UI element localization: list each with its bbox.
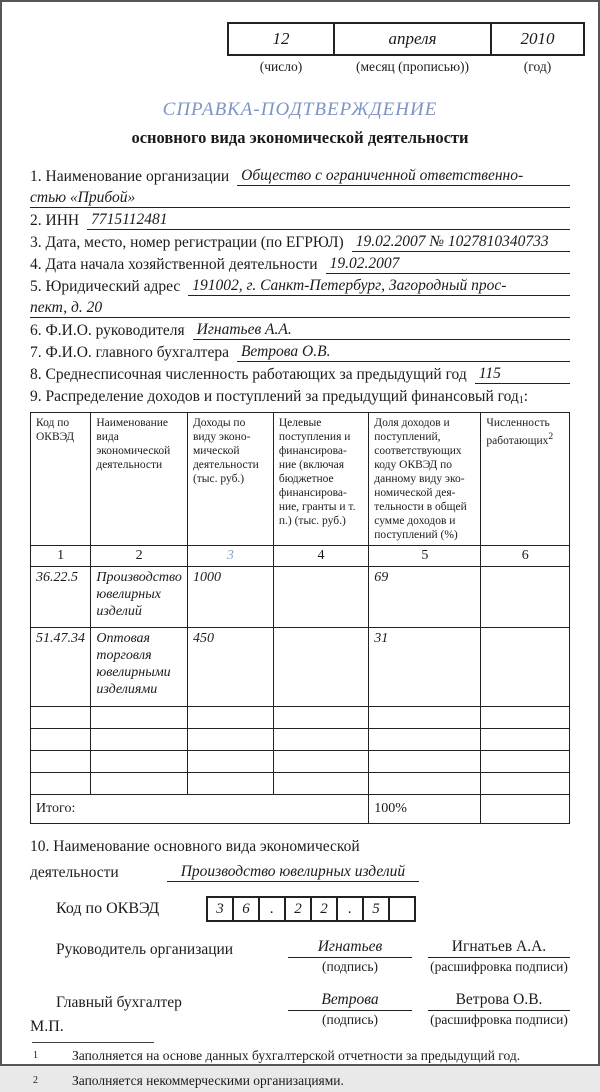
field-average-headcount [30, 362, 570, 384]
field-label: 4. Дата начала хозяйственной деятельности [30, 256, 318, 274]
footnote-text: Заполняется некоммерческими организациями. [72, 1072, 570, 1092]
field-label: 2. ИНН [30, 212, 79, 230]
column-number-highlighted: 3 [187, 546, 273, 567]
footnote-reference-1: 1 [519, 395, 524, 406]
cell-target [273, 628, 368, 707]
field-income-distribution-heading [30, 384, 570, 406]
table-header-row [31, 413, 570, 546]
date-month-caption: (месяц (прописью)) [335, 59, 490, 75]
footnote-text: Заполняется на основе данных бухгалтерской отчетности за предыдущий год. [72, 1047, 570, 1068]
okved-dot-cell: . [258, 896, 286, 922]
field-label: 5. Юридический адрес [30, 278, 180, 296]
date-day-box [227, 22, 335, 56]
signature-row-director [56, 938, 570, 975]
cell-activity: Производство ювелирных изделий [91, 567, 188, 628]
field-value: Игнатьев А.А. [193, 321, 570, 340]
column-number: 1 [31, 546, 91, 567]
okved-digit-cell: 3 [206, 896, 234, 922]
table-empty-row [31, 707, 570, 729]
total-workers [481, 795, 570, 824]
field-organization-name [30, 164, 570, 186]
field-label: 9. Распределение доходов и поступлений за предыдущий финансовый год [30, 388, 519, 406]
footnote-2 [30, 1072, 570, 1092]
stamp-placeholder: М.П. [30, 1018, 64, 1036]
cell-code: 51.47.34 [31, 628, 91, 707]
column-number: 2 [91, 546, 188, 567]
okved-dot-cell: . [336, 896, 364, 922]
table-empty-row [31, 773, 570, 795]
header-target-financing: Целевые поступления и финансирова- ние (включая бюджетное финансирова- ние, гранты и т. п.) (тыс. руб.) [273, 413, 368, 546]
signature-handwritten: Ветрова [288, 991, 412, 1011]
signature-section [30, 938, 570, 1028]
signature-name-caption: (расшифровка подписи) [428, 1011, 570, 1028]
cell-target [273, 567, 368, 628]
field-label: 1. Наименование организации [30, 168, 229, 186]
footnote-mark: 2 [33, 1075, 38, 1086]
header-income: Доходы по виду эконо- мической деятельности (тыс. руб.) [187, 413, 273, 546]
column-number: 6 [481, 546, 570, 567]
field-label: 6. Ф.И.О. руководителя [30, 322, 185, 340]
okved-digit-cell: 2 [310, 896, 338, 922]
document-title [30, 99, 570, 148]
field-registration [30, 230, 570, 252]
title-subtitle: основного вида экономической деятельности [30, 128, 570, 148]
footnotes [30, 1042, 570, 1092]
total-share: 100% [369, 795, 481, 824]
field-label: 3. Дата, место, номер регистрации (по ЕГРЮЛ) [30, 234, 344, 252]
cell-workers [481, 567, 570, 628]
table-row-jewelry-production [31, 567, 570, 628]
header-workers-count: Численность работающих$^2$ [481, 413, 570, 546]
field-value: 7715112481 [87, 211, 570, 230]
signature-name-caption: (расшифровка подписи) [428, 958, 570, 975]
total-label: Итого: [31, 795, 369, 824]
form-fields [30, 164, 570, 406]
column-number-row [31, 546, 570, 567]
table-total-row [31, 795, 570, 824]
cell-income: 450 [187, 628, 273, 707]
signature-role: Главный бухгалтер [56, 994, 288, 1028]
field-label: 7. Ф.И.О. главного бухгалтера [30, 344, 229, 362]
field-legal-address-cont [30, 296, 570, 318]
okved-code-cells [206, 896, 416, 922]
signature-name: Игнатьев А.А. [428, 938, 570, 958]
field-value: 191002, г. Санкт-Петербург, Загородный прос- [188, 277, 570, 296]
date-month-value: апреля [389, 29, 437, 49]
field-value: 115 [475, 365, 570, 384]
field-value: 19.02.2007 [326, 255, 570, 274]
date-year-value: 2010 [521, 29, 555, 49]
field-inn [30, 208, 570, 230]
column-number: 4 [273, 546, 368, 567]
column-number: 5 [369, 546, 481, 567]
field-legal-address [30, 274, 570, 296]
table-row-jewelry-wholesale [31, 628, 570, 707]
footnote-1 [30, 1047, 570, 1068]
field-suffix: : [524, 388, 528, 406]
cell-activity: Оптовая торговля ювелирными изделиями [91, 628, 188, 707]
footnote-divider [32, 1042, 154, 1043]
field-value: Общество с ограниченной ответственно- [237, 167, 570, 186]
cell-share: 69 [369, 567, 481, 628]
header-income-share: Доля доходов и поступлений, соответствующих коду ОКВЭД по данному виду эко- номической дея- тельности в общей сумме доходов и поступлений (%) [369, 413, 481, 546]
income-distribution-table [30, 412, 570, 824]
cell-income: 1000 [187, 567, 273, 628]
field-label: 8. Среднесписочная численность работающих за предыдущий год [30, 366, 467, 384]
section-10-label-line1: 10. Наименование основного вида экономической [30, 838, 570, 856]
okved-digit-cell: 2 [284, 896, 312, 922]
cell-code: 36.22.5 [31, 567, 91, 628]
cell-share: 31 [369, 628, 481, 707]
header-activity-name: Наименование вида экономической деятельности [91, 413, 188, 546]
header-okved-code: Код по ОКВЭД [31, 413, 91, 546]
title-main: СПРАВКА-ПОДТВЕРЖДЕНИЕ [30, 99, 570, 121]
footnote-mark: 1 [33, 1050, 38, 1061]
section-10-label-line2: деятельности [30, 864, 119, 882]
field-organization-name-cont [30, 186, 570, 208]
section-10-value: Производство ювелирных изделий [167, 863, 419, 882]
signature-caption: (подпись) [288, 958, 412, 975]
field-activity-start-date [30, 252, 570, 274]
table-empty-row [31, 751, 570, 773]
signature-role: Руководитель организации [56, 941, 288, 975]
section-10-main-activity [30, 838, 570, 882]
okved-digit-cell: 6 [232, 896, 260, 922]
okved-code-row [30, 896, 570, 922]
date-day-caption: (число) [227, 59, 335, 75]
signature-name: Ветрова О.В. [428, 991, 570, 1011]
signature-caption: (подпись) [288, 1011, 412, 1028]
field-chief-accountant-name [30, 340, 570, 362]
signature-row-accountant [56, 991, 570, 1028]
date-month-box [335, 22, 490, 56]
date-header [227, 22, 585, 75]
cell-workers [481, 628, 570, 707]
okved-empty-cell [388, 896, 416, 922]
field-value-continuation: пект, д. 20 [30, 299, 570, 318]
signature-handwritten: Игнатьев [288, 938, 412, 958]
date-year-caption: (год) [490, 59, 585, 75]
okved-code-label: Код по ОКВЭД [56, 900, 206, 918]
field-value: 19.02.2007 № 1027810340733 [352, 233, 570, 252]
field-director-name [30, 318, 570, 340]
date-year-box [490, 22, 585, 56]
date-day-value: 12 [273, 29, 290, 49]
field-value: Ветрова О.В. [237, 343, 570, 362]
table-empty-row [31, 729, 570, 751]
okved-digit-cell: 5 [362, 896, 390, 922]
footnote-reference-2: 2 [548, 431, 553, 442]
field-value-continuation: стью «Прибой» [30, 189, 570, 208]
